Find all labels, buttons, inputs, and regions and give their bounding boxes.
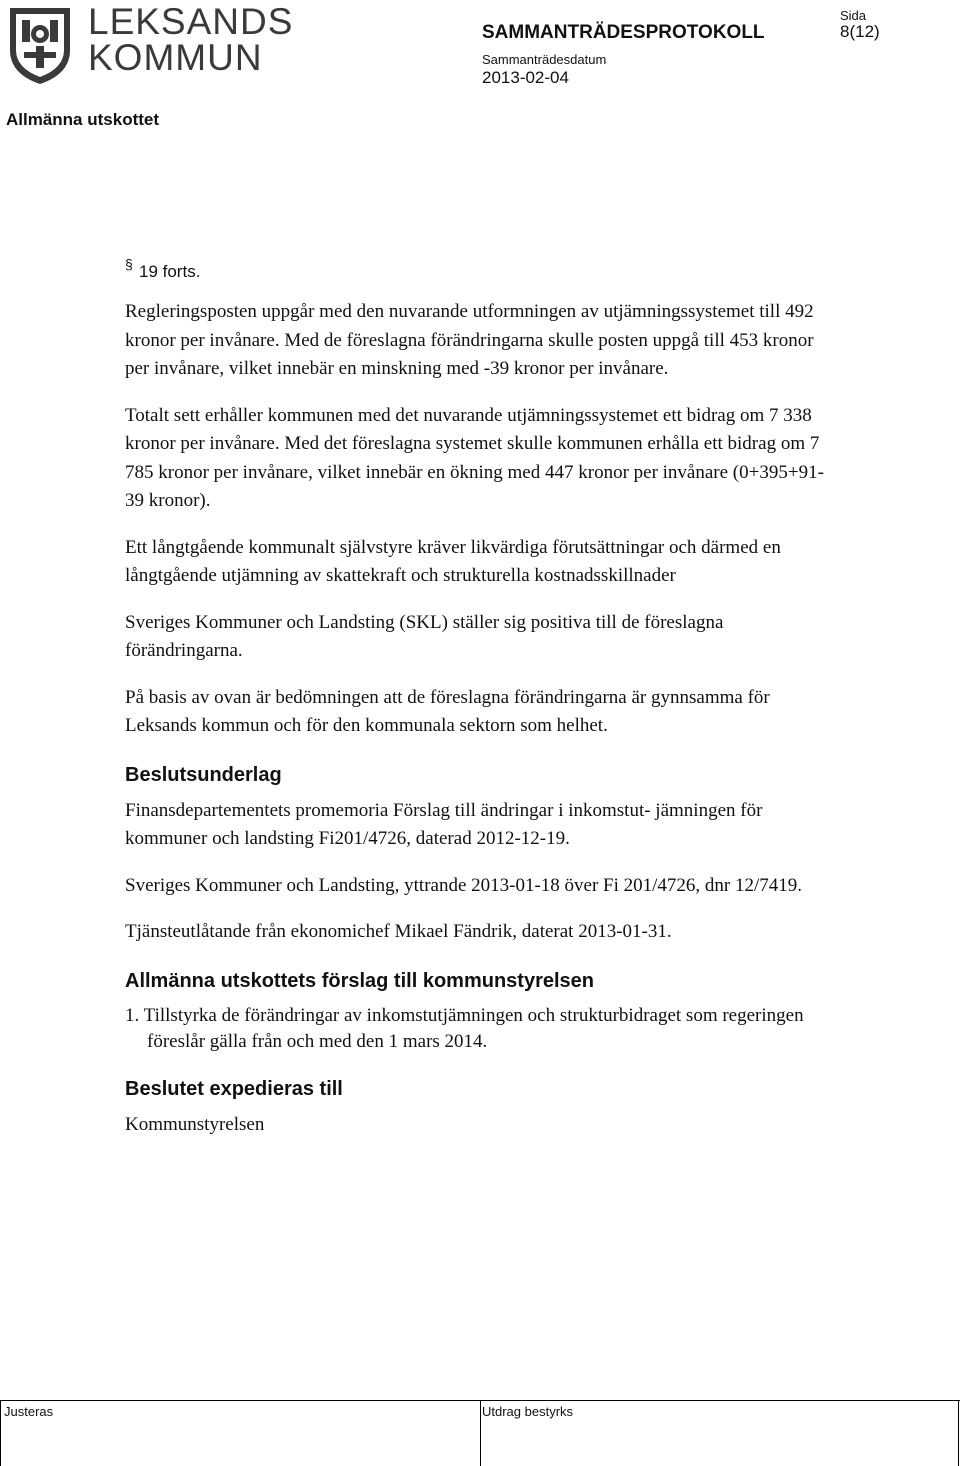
footer-border-right [958,1400,959,1466]
paragraph: Regleringsposten uppgår med den nuvarande utformningen av utjämningssystemet till 492 kronor per invånare. Med de föreslagna förändringarna skulle posten uppgå till 453 kronor per invånare, vilket innebär en minskning med -39 kronor per invånare. [125,301,814,379]
logo-wordmark-line2: KOMMUN [88,37,263,78]
heading-dispatch: Beslutet expedieras till [125,1077,343,1100]
paragraph: På basis av ovan är bedömningen att de föreslagna förändringarna är gynnsamma för Leksands kommun och för den kommunala sektorn som helhet. [125,686,770,736]
page-label: Sida [840,8,867,23]
dispatch-recipient: Kommunstyrelsen [125,1113,265,1135]
committee-name: Allmänna utskottet [6,110,160,129]
footer-border-middle [480,1400,481,1466]
section-continued [125,256,825,282]
basis-item: Sveriges Kommuner och Landsting, yttrande 2013-01-18 över Fi 201/4726, dnr 12/7419. [125,874,803,896]
paragraph: Ett långtgående kommunalt självstyre kräver likvärdiga förutsättningar och därmed en långtgående utjämning av skattekraft och strukturella kostnadsskillnader [125,536,781,586]
protocol-body [125,256,825,1157]
coat-of-arms-logo [6,4,74,86]
page-number: 8(12) [840,22,880,41]
footer-adjusted-label: Justeras [4,1404,54,1419]
footer-certified-label: Utdrag bestyrks [482,1404,574,1419]
logo-wordmark-line1: LEKSANDS [88,1,294,42]
basis-item: Finansdepartementets promemoria Förslag till ändringar i inkomstut- jämningen för kommuner och landsting Fi201/4726, daterad 2012-12-19. [125,799,763,849]
paragraph: Totalt sett erhåller kommunen med det nuvarande utjämningssystemet ett bidrag om 7 338 kronor per invånare. Med det föreslagna systemet skulle kommunen erhålla ett bidrag om 7 785 kronor per invånare, vilket innebär en ökning med 447 kronor per invånare (0+395+91-39 kronor). [125,404,824,511]
section-continued-label: 19 forts. [139,262,201,281]
meeting-date-label: Sammanträdesdatum [482,52,607,67]
meeting-date-value: 2013-02-04 [482,68,569,87]
heading-committee-proposal: Allmänna utskottets förslag till kommunstyrelsen [125,969,594,992]
paragraph: Sveriges Kommuner och Landsting (SKL) ställer sig positiva till de föreslagna förändringarna. [125,611,724,661]
section-mark: § [125,256,133,272]
footer-border-left [0,1400,1,1466]
document-type: SAMMANTRÄDESPROTOKOLL [482,22,765,43]
heading-decision-basis: Beslutsunderlag [125,763,282,786]
proposal-item: 1. Tillstyrka de förändringar av inkomstutjämningen och strukturbidraget som regeringen föreslår gälla från och med den 1 mars 2014. [125,1004,804,1052]
proposal-list [125,1003,825,1055]
basis-item: Tjänsteutlåtande från ekonomichef Mikael Fändrik, daterat 2013-01-31. [125,921,672,942]
